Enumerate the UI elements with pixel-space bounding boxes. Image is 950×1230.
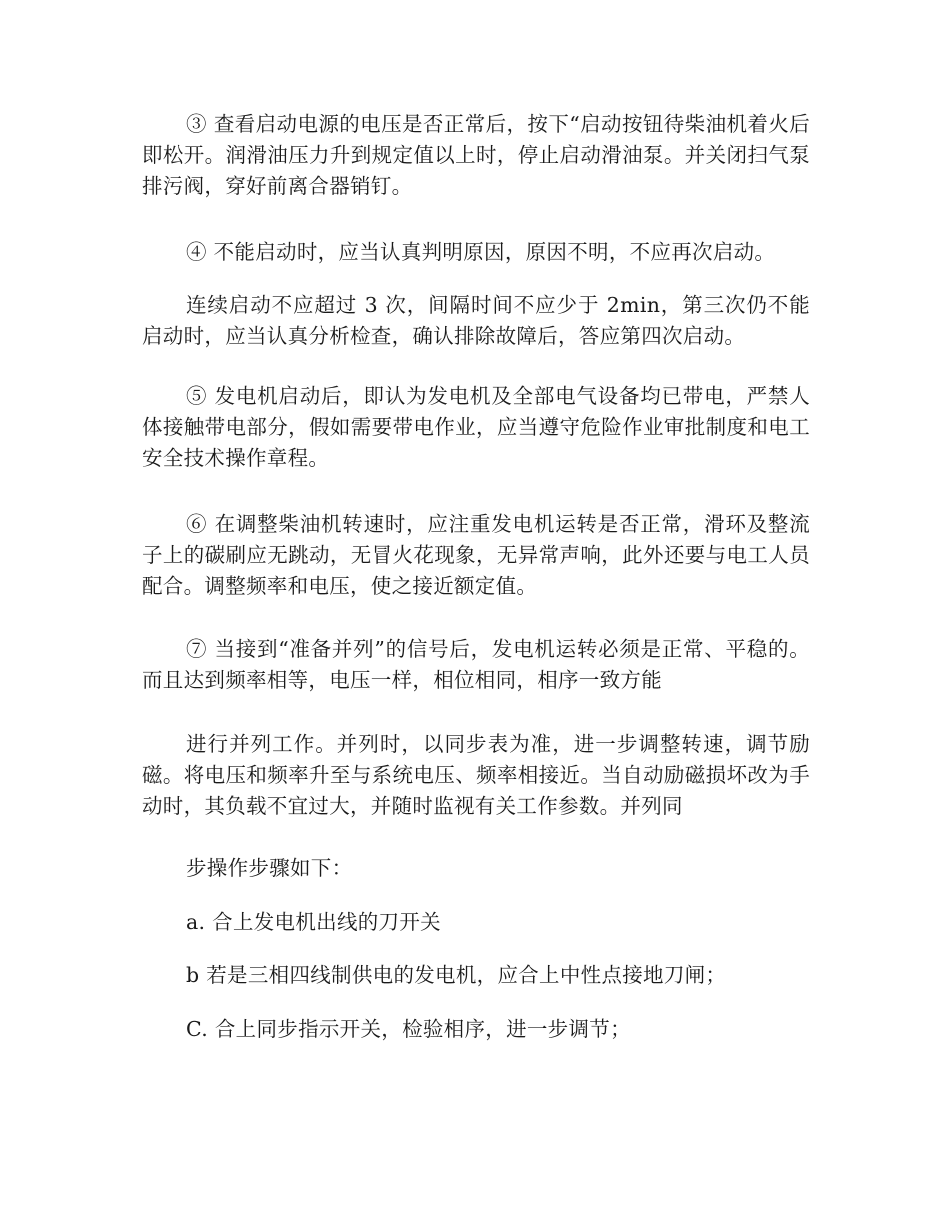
list-item-b: b 若是三相四线制供电的发电机，应合上中性点接地刀闸； <box>186 963 727 987</box>
list-item-a: a. 合上发电机出线的刀开关 <box>186 910 441 934</box>
paragraph-step-3: ③ 查看启动电源的电压是否正常后，按下“启动按钮待柴油机着火后即松开。润滑油压力升到规定值以上时，停止启动滑油泵。并关闭扫气泵排污阀，穿好前离合器销钉。 <box>142 112 810 198</box>
paragraph-step-5: ⑤ 发电机启动后，即认为发电机及全部电气设备均已带电，严禁人体接触带电部分，假如需要带电作业，应当遵守危险作业审批制度和电工安全技术操作章程。 <box>142 384 810 470</box>
paragraph-step-7: ⑦ 当接到“准备并列”的信号后，发电机运转必须是正常、平稳的。而且达到频率相等，电压一样，相位相同，相序一致方能 <box>142 637 810 692</box>
paragraph-steps-intro: 步操作步骤如下： <box>186 856 353 880</box>
list-item-c: C. 合上同步指示开关，检验相序，进一步调节； <box>186 1017 631 1041</box>
paragraph-start-limit: 连续启动不应超过 3 次，间隔时间不应少于 2min，第三次仍不能启动时，应当认真分析检查，确认排除故障后，答应第四次启动。 <box>142 293 810 348</box>
paragraph-parallel-operation: 进行并列工作。并列时，以同步表为准，进一步调整转速，调节励磁。将电压和频率升至与系统电压、频率相接近。当自动励磁损坏改为手动时，其负载不宜过大，并随时监视有关工作参数。并列同 <box>142 732 810 818</box>
paragraph-step-4: ④ 不能启动时，应当认真判明原因，原因不明，不应再次启动。 <box>186 240 776 264</box>
paragraph-step-6: ⑥ 在调整柴油机转速时，应注重发电机运转是否正常，滑环及整流子上的碳刷应无跳动，无冒火花现象，无异常声响，此外还要与电工人员配合。调整频率和电压，使之接近额定值。 <box>142 512 810 598</box>
